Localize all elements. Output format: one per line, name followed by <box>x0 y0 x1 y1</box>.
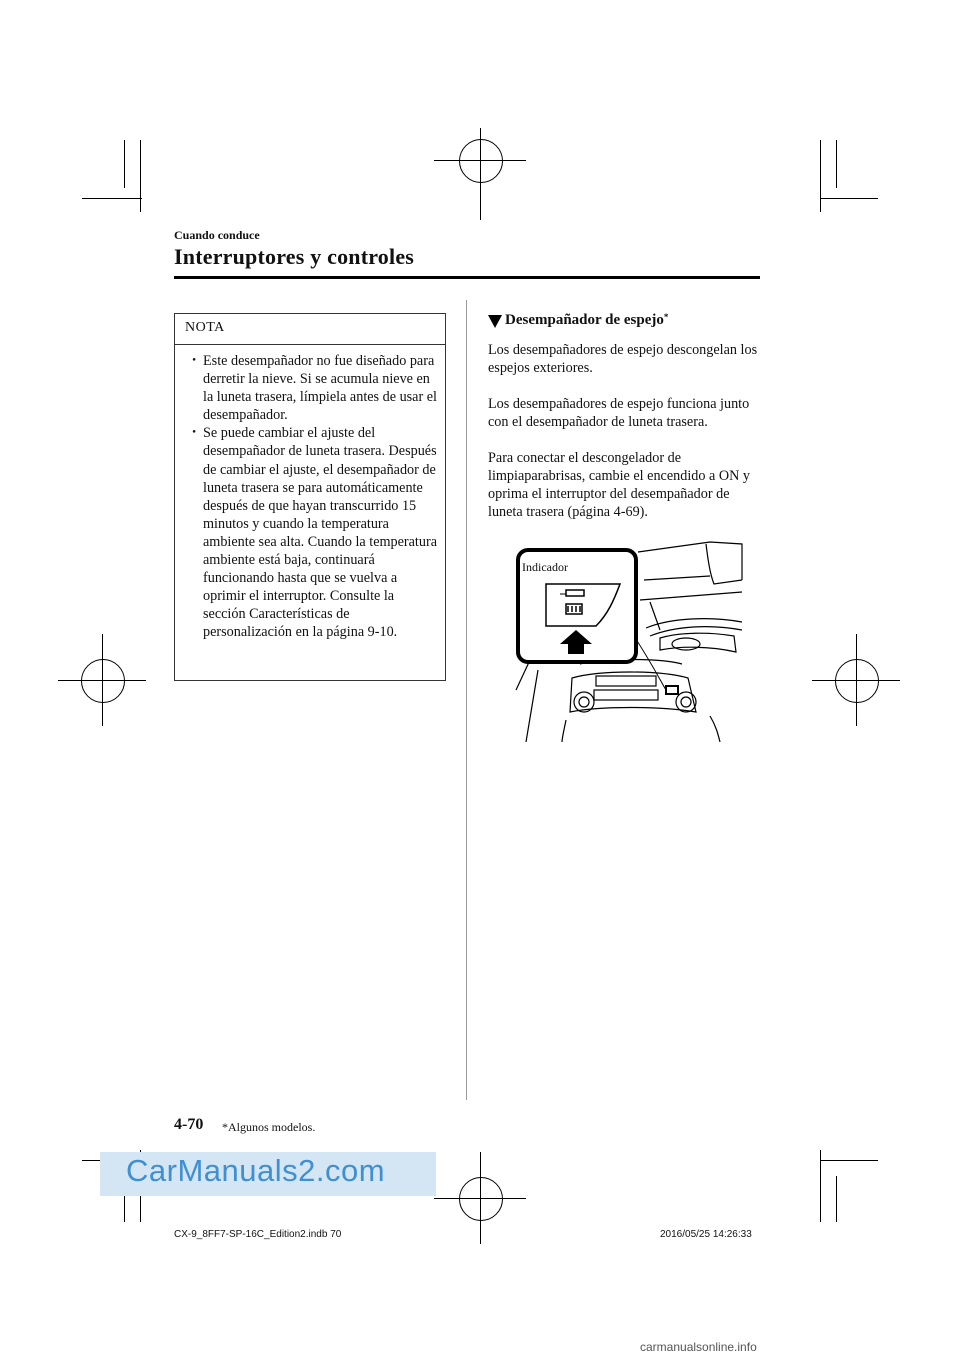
column-divider <box>466 300 467 1100</box>
section-heading-text: Desempañador de espejo <box>505 312 664 328</box>
note-item-text: Se puede cambiar el ajuste del desempañador de luneta trasera. Después de cambiar el ajuste, el desempañador de luneta trasera se para automáticamente después de que hayan transcurrido 15 minutos y cuando la temperatura ambiente sea alta. Cuando la temperatura ambiente está baja, continuará funcionando hasta que se vuelva a oprimir el interruptor. Consulte la sección Características de personalización en la página 9-10. <box>203 425 437 641</box>
heading-rule <box>174 276 760 279</box>
figure-callout: Indicador <box>522 560 568 574</box>
paragraph-intro: Los desempañadores de espejo descongelan los espejos exteriores. <box>488 342 758 377</box>
note-title: NOTA <box>185 320 225 335</box>
triangle-down-icon <box>488 315 502 328</box>
section-label: Cuando conduce <box>174 228 260 242</box>
footer-timestamp: 2016/05/25 14:26:33 <box>660 1229 752 1240</box>
note-box <box>174 313 446 681</box>
note-rule <box>175 344 445 345</box>
section-heading <box>488 312 668 329</box>
paragraph-instructions: Para conectar el descongelador de limpiaparabrisas, cambie el encendido a ON y oprima el interruptor del desempañador de luneta trasera (página 4-69). <box>488 450 750 521</box>
note-list <box>183 352 439 642</box>
bullet-icon: ・ <box>187 353 202 369</box>
watermark <box>100 1152 436 1196</box>
paragraph-operation: Los desempañadores de espejo funciona junto con el desempañador de luneta trasera. <box>488 396 750 431</box>
note-item <box>183 424 439 641</box>
watermark-text: CarManuals2.com <box>126 1153 386 1188</box>
note-item-text: Este desempañador no fue diseñado para derretir la nieve. Si se acumula nieve en la luneta trasera, límpiela antes de usar el desempañador. <box>203 353 437 424</box>
page-number: 4-70 <box>174 1116 204 1133</box>
note-item <box>183 352 439 424</box>
site-link[interactable]: carmanualsonline.info <box>640 1340 757 1354</box>
asterisk-mark: * <box>663 312 669 322</box>
dashboard-illustration <box>510 540 746 742</box>
bullet-icon: ・ <box>187 425 202 442</box>
footer-filename: CX-9_8FF7-SP-16C_Edition2.indb 70 <box>174 1229 342 1240</box>
footnote: *Algunos modelos. <box>222 1120 316 1134</box>
page-title: Interruptores y controles <box>174 244 415 269</box>
